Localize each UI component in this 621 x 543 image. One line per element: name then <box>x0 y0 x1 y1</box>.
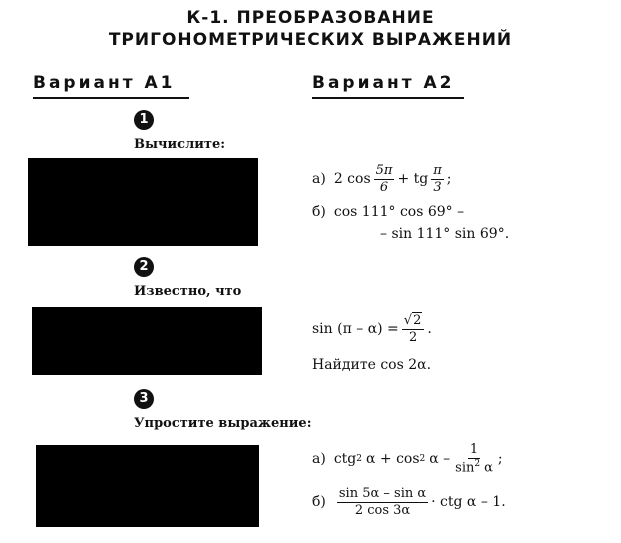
task-1-b-line-2: – sin 111° sin 69°. <box>380 226 510 242</box>
task-3-item-a <box>312 438 503 480</box>
task-1-a-label: а) <box>312 171 326 187</box>
exponent: 2 <box>356 454 362 464</box>
denominator-sin: sin <box>455 460 475 476</box>
fraction-denominator: 2 cos 3α <box>354 502 411 518</box>
task-1-a-term1: 2 cos <box>333 171 371 187</box>
task-3-number: 3 <box>134 389 154 409</box>
task-2-eq-end: . <box>427 321 432 337</box>
task-1-item-a <box>312 160 452 198</box>
task-1-item-b <box>312 204 464 220</box>
title-line-2: ТРИГОНОМЕТРИЧЕСКИХ ВЫРАЖЕНИЙ <box>108 30 513 50</box>
task-2-eq-left: sin (π – α) = <box>312 321 399 337</box>
denominator-alpha: α <box>484 460 493 476</box>
task-1-a-operator: + tg <box>397 171 429 187</box>
task-3-a-label: а) <box>312 451 326 467</box>
sqrt-argument: 2 <box>413 312 422 328</box>
variant-a1-heading: Вариант А1 <box>33 73 176 93</box>
task-1-a-fraction-1 <box>374 164 395 194</box>
fraction-numerator <box>402 314 425 330</box>
exponent: 2 <box>474 458 481 469</box>
task-3-b-fraction <box>337 487 428 517</box>
task-3-b-label: б) <box>312 494 326 510</box>
task-3-a-term3: α – <box>429 451 451 467</box>
task-1-b-line-1: cos 111° cos 69° – <box>333 204 465 220</box>
task-1-b-label: б) <box>312 204 326 220</box>
task-3-a-term2: α + cos <box>365 451 420 467</box>
sqrt-sign: √ <box>403 312 413 328</box>
exponent: 2 <box>419 454 426 464</box>
fraction-numerator: π <box>433 162 442 178</box>
task-1-number: 1 <box>134 110 154 130</box>
task-3-a-term1: ctg <box>333 451 357 467</box>
task-2-number: 2 <box>134 257 154 277</box>
task-3-a-end: ; <box>497 451 503 467</box>
redacted-block-task-2 <box>32 307 262 375</box>
task-1-prompt: Вычислите: <box>134 137 226 152</box>
fraction-denominator: 2 <box>408 329 418 345</box>
fraction-numerator: sin 5α – sin α <box>338 485 427 501</box>
variant-a1-underline <box>33 97 189 99</box>
task-3-item-b <box>312 482 506 522</box>
task-2-find: Найдите cos 2α. <box>312 357 432 373</box>
fraction-denominator: 3 <box>433 179 442 195</box>
task-2-prompt: Известно, что <box>134 284 242 299</box>
fraction-denominator: 6 <box>379 179 389 195</box>
task-1-a-fraction-2 <box>431 164 444 194</box>
redacted-block-task-3 <box>36 445 259 527</box>
fraction-numerator: 1 <box>469 442 479 458</box>
task-3-prompt: Упростите выражение: <box>134 416 312 431</box>
task-2-fraction <box>402 314 425 344</box>
variant-a2-heading: Вариант А2 <box>312 73 455 93</box>
task-3-a-fraction <box>453 443 495 475</box>
task-2-equation <box>312 307 432 351</box>
fraction-numerator: 5π <box>375 162 393 178</box>
redacted-block-task-1 <box>28 158 258 246</box>
variant-a2-underline <box>312 97 464 99</box>
task-3-b-rest: · ctg α – 1. <box>431 494 506 510</box>
task-1-a-end: ; <box>446 171 452 187</box>
fraction-denominator <box>453 459 495 475</box>
title-line-1: К-1. ПРЕОБРАЗОВАНИЕ <box>186 8 435 28</box>
